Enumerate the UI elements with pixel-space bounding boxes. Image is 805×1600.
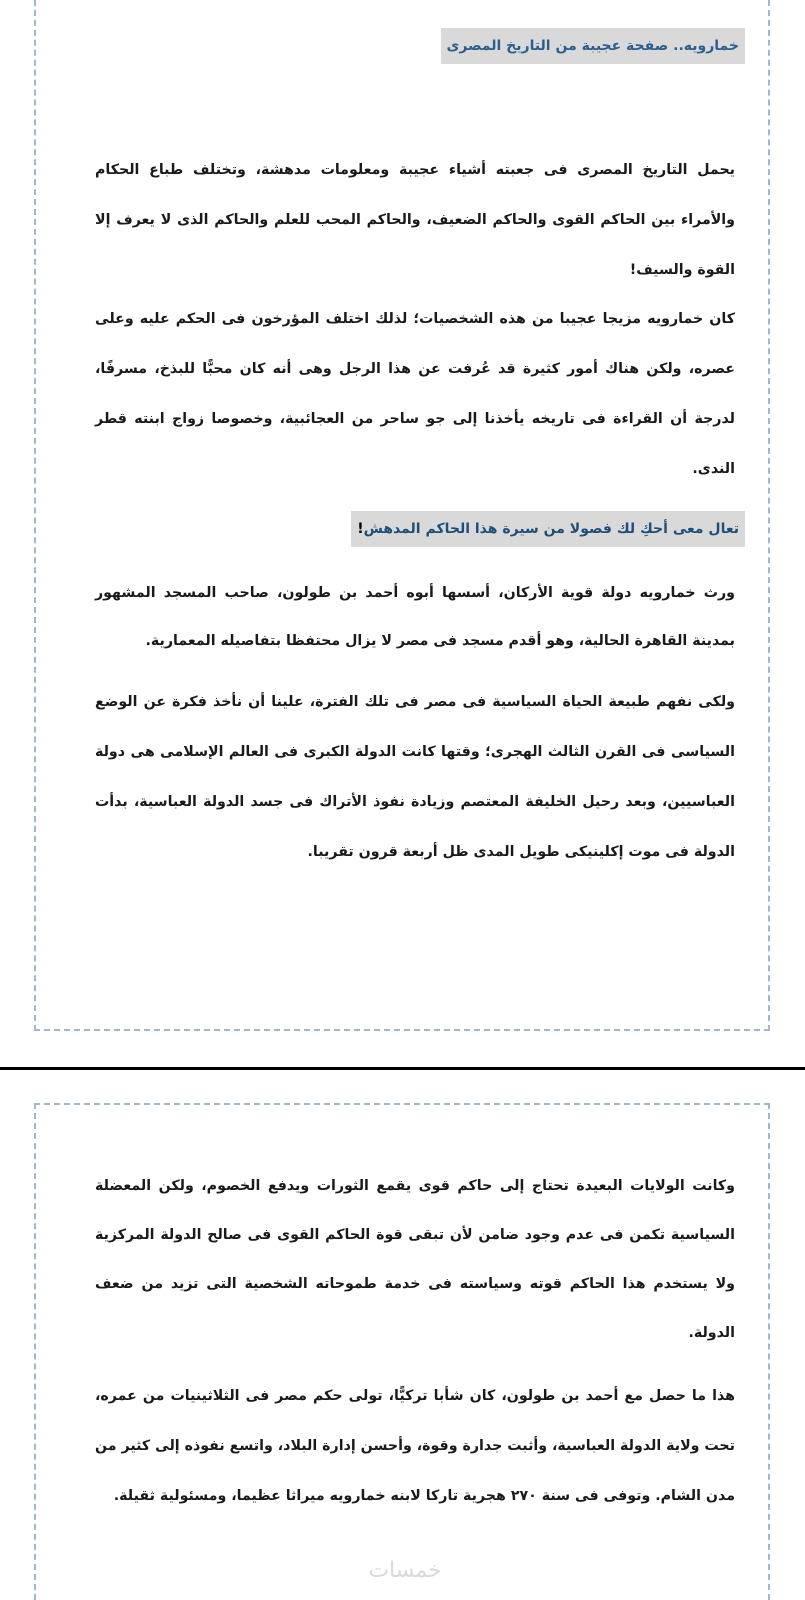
paragraph-intro: يحمل التاريخ المصرى فى جعبته أشياء عجيبة ومعلومات مدهشة، وتختلف طباع الحكام والأمراء بين الحاكم القوى والحاكم الضعيف، والحاكم المحب للعلم والحاكم الذى لا يعرف إلا القوة والسيف! bbox=[95, 162, 735, 278]
section-subheading bbox=[351, 511, 745, 547]
watermark-logo: خمسات bbox=[368, 1558, 442, 1583]
article-title: خمارويه.. صفحة عجيبة من التاريخ المصرى bbox=[441, 28, 745, 64]
paragraph-provinces: وكانت الولايات البعيدة تحتاج إلى حاكم قوى يقمع الثورات ويدفع الخصوم، ولكن المعضلة السياسية تكمن فى عدم وجود ضامن لأن تبقى قوة الحاكم القوى فى صالح الدولة المركزية ولا يستخدم هذا الحاكم قوته وسياسته فى خدمة طموحاته الشخصية التى تزيد من ضعف الدولة. bbox=[95, 1178, 735, 1341]
subheading-text: تعال معى أحكِ لك فصولا من سيرة هذا الحاكم المدهش bbox=[363, 521, 739, 537]
subheading-exclamation: ! bbox=[357, 521, 364, 537]
paragraph-ibn-tulun: هذا ما حصل مع أحمد بن طولون، كان شأبا تركيًّا، تولى حكم مصر فى الثلاثينيات من عمره، تحت ولاية الدولة العباسية، وأثبت جدارة وقوة، وأحسن إدارة البلاد، واتسع نفوذه إلى كثير من مدن الشام. وتوفى فى سنة ٢٧٠ هجرية تاركا لابنه خمارويه ميراثا عظيما، ومسئولية ثقيلة. bbox=[95, 1388, 735, 1504]
paragraph-khumarawayh: كان خمارويه مزيجا عجيبا من هذه الشخصيات؛ لذلك اختلف المؤرخون فى الحكم عليه وعلى عصره، ولكن هناك أمور كثيرة قد عُرفت عن هذا الرجل وهى أنه كان محبًّا للبذخ، مسرفًا، لدرجة أن القراءة فى تاريخه يأخذنا إلى جو ساحر من العجائبية، وخصوصا زواج ابنته قطر الندى. bbox=[95, 311, 735, 477]
page-separator bbox=[0, 1067, 805, 1070]
paragraph-inheritance: ورث خمارويه دولة قوية الأركان، أسسها أبوه أحمد بن طولون، صاحب المسجد المشهور بمدينة القاهرة الحالية، وهو أقدم مسجد فى مصر لا يزال محتفظا بتفاصيله المعمارية. bbox=[95, 585, 735, 649]
paragraph-political-context: ولكى نفهم طبيعة الحياة السياسية فى مصر فى تلك الفترة، علينا أن نأخذ فكرة عن الوضع السياسى فى القرن الثالث الهجرى؛ وقتها كانت الدولة الكبرى فى العالم الإسلامى هى دولة العباسيين، وبعد رحيل الخليفة المعتصم وزيادة نفوذ الأتراك فى جسد الدولة العباسية، بدأت الدولة فى موت إكلينيكى طويل المدى ظل أربعة قرون تقريبا. bbox=[95, 694, 735, 860]
